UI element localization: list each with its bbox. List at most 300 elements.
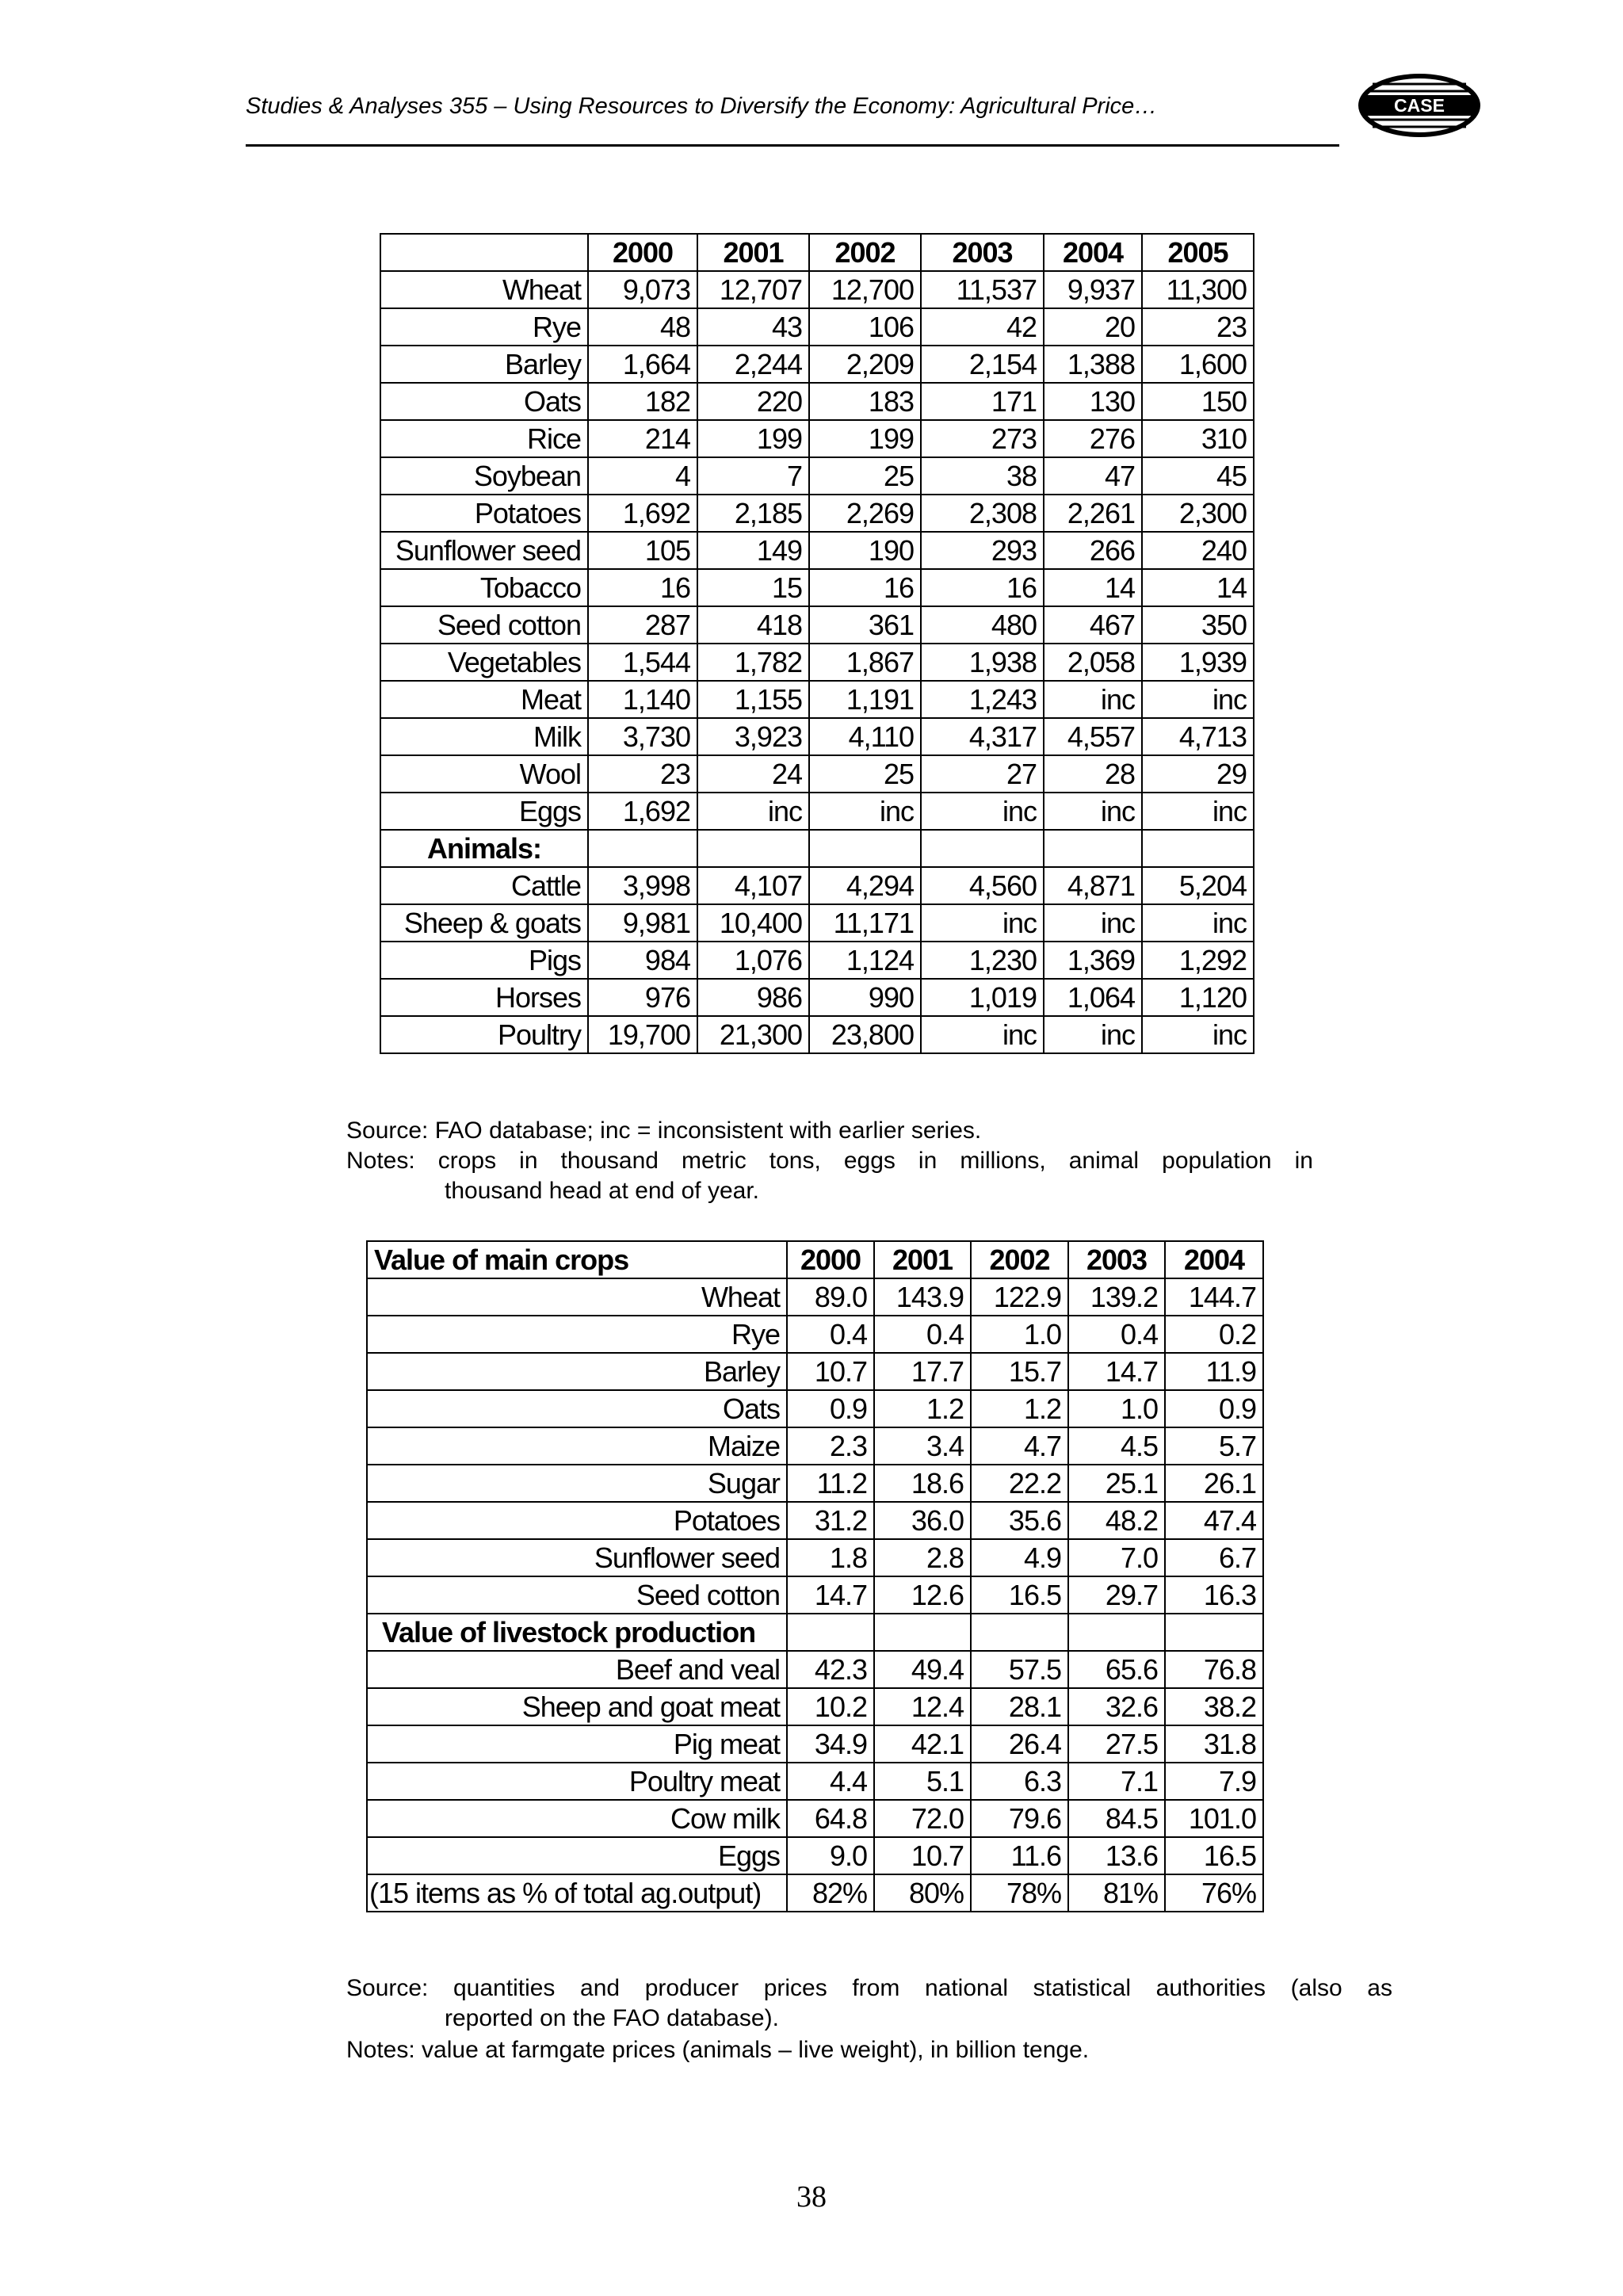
data-cell: 1.0 <box>1068 1390 1165 1427</box>
data-cell: 149 <box>697 532 809 569</box>
data-cell: 0.4 <box>1068 1316 1165 1353</box>
data-cell: 5,204 <box>1142 867 1254 904</box>
table-row <box>380 867 1254 904</box>
data-cell: 10,400 <box>697 904 809 942</box>
table-header-row <box>367 1241 1263 1278</box>
table-row <box>380 755 1254 793</box>
data-cell: 9.0 <box>787 1837 874 1874</box>
data-cell: 25.1 <box>1068 1465 1165 1502</box>
row-label: Sugar <box>367 1465 787 1502</box>
data-cell: 38.2 <box>1165 1688 1263 1725</box>
data-cell: 47.4 <box>1165 1502 1263 1539</box>
data-cell: 4,294 <box>809 867 921 904</box>
data-cell: inc <box>1142 904 1254 942</box>
data-cell: 1,692 <box>588 793 697 830</box>
row-label: Potatoes <box>380 495 588 532</box>
data-cell: 276 <box>1044 420 1142 457</box>
table2-source-cont: reported on the FAO database). <box>445 2005 779 2031</box>
data-cell: 4,317 <box>921 718 1044 755</box>
data-cell: 48.2 <box>1068 1502 1165 1539</box>
data-cell: 57.5 <box>971 1651 1068 1688</box>
table-row <box>367 1800 1263 1837</box>
table-row <box>367 1353 1263 1390</box>
data-cell: 1,664 <box>588 346 697 383</box>
row-label: Rye <box>380 308 588 346</box>
table1-source: Source: FAO database; inc = inconsistent with earlier series. <box>346 1117 982 1144</box>
row-label: Horses <box>380 979 588 1016</box>
data-cell: 11,537 <box>921 271 1044 308</box>
data-cell: 0.4 <box>874 1316 971 1353</box>
data-cell: 2,300 <box>1142 495 1254 532</box>
table2-source: Source: quantities and producer prices from national statistical authorities (also as <box>346 1975 1392 2001</box>
row-label: Seed cotton <box>380 606 588 644</box>
data-cell: 31.8 <box>1165 1725 1263 1763</box>
data-cell: 12,707 <box>697 271 809 308</box>
row-label: Meat <box>380 681 588 718</box>
data-cell: inc <box>1044 1016 1142 1053</box>
data-cell: inc <box>921 904 1044 942</box>
data-cell: 0.2 <box>1165 1316 1263 1353</box>
data-cell: 29 <box>1142 755 1254 793</box>
empty-cell <box>1165 1614 1263 1651</box>
data-cell: 1,939 <box>1142 644 1254 681</box>
data-cell: 1.2 <box>971 1390 1068 1427</box>
value-table <box>366 1240 1264 1912</box>
table-row <box>380 1016 1254 1053</box>
data-cell: 16.5 <box>1165 1837 1263 1874</box>
data-cell: 79.6 <box>971 1800 1068 1837</box>
table-row <box>380 606 1254 644</box>
row-label: Cattle <box>380 867 588 904</box>
data-cell: 4,107 <box>697 867 809 904</box>
data-cell: 22.2 <box>971 1465 1068 1502</box>
data-cell: 1,544 <box>588 644 697 681</box>
logo-text: CASE <box>1394 95 1445 116</box>
data-cell: 27 <box>921 755 1044 793</box>
data-cell: 84.5 <box>1068 1800 1165 1837</box>
data-cell: 81% <box>1068 1874 1165 1912</box>
data-cell: 7 <box>697 457 809 495</box>
data-cell: 29.7 <box>1068 1576 1165 1614</box>
year-header: 2004 <box>1044 234 1142 271</box>
data-cell: 350 <box>1142 606 1254 644</box>
empty-cell <box>809 830 921 867</box>
data-cell: 7.9 <box>1165 1763 1263 1800</box>
data-cell: 7.0 <box>1068 1539 1165 1576</box>
data-cell: 182 <box>588 383 697 420</box>
table-row <box>367 1502 1263 1539</box>
table-row <box>380 644 1254 681</box>
section-row <box>380 830 1254 867</box>
table-row <box>380 383 1254 420</box>
data-cell: 42.3 <box>787 1651 874 1688</box>
data-cell: 80% <box>874 1874 971 1912</box>
row-label: Sunflower seed <box>380 532 588 569</box>
data-cell: 16.3 <box>1165 1576 1263 1614</box>
data-cell: 273 <box>921 420 1044 457</box>
empty-cell <box>874 1614 971 1651</box>
data-cell: 15 <box>697 569 809 606</box>
row-label: Eggs <box>367 1837 787 1874</box>
data-cell: 1,388 <box>1044 346 1142 383</box>
data-cell: 183 <box>809 383 921 420</box>
data-cell: 266 <box>1044 532 1142 569</box>
data-cell: 480 <box>921 606 1044 644</box>
row-label: Rye <box>367 1316 787 1353</box>
data-cell: 12.6 <box>874 1576 971 1614</box>
row-label: Pig meat <box>367 1725 787 1763</box>
data-cell: 240 <box>1142 532 1254 569</box>
data-cell: 10.7 <box>874 1837 971 1874</box>
data-cell: 16 <box>588 569 697 606</box>
data-cell: 986 <box>697 979 809 1016</box>
table-row <box>380 979 1254 1016</box>
table-row <box>380 495 1254 532</box>
empty-cell <box>1044 830 1142 867</box>
data-cell: 5.1 <box>874 1763 971 1800</box>
table-row <box>380 457 1254 495</box>
data-cell: 14 <box>1142 569 1254 606</box>
data-cell: 4.5 <box>1068 1427 1165 1465</box>
data-cell: 2,209 <box>809 346 921 383</box>
year-header: 2004 <box>1165 1241 1263 1278</box>
data-cell: 122.9 <box>971 1278 1068 1316</box>
table2-notes: Notes: value at farmgate prices (animals – live weight), in billion tenge. <box>346 2037 1090 2063</box>
data-cell: 310 <box>1142 420 1254 457</box>
data-cell: inc <box>1044 793 1142 830</box>
data-cell: 16 <box>921 569 1044 606</box>
data-cell: 15.7 <box>971 1353 1068 1390</box>
year-header: 2005 <box>1142 234 1254 271</box>
data-cell: 1,243 <box>921 681 1044 718</box>
data-cell: 199 <box>809 420 921 457</box>
data-cell: 42.1 <box>874 1725 971 1763</box>
row-label: Cow milk <box>367 1800 787 1837</box>
table1-notes-cont: thousand head at end of year. <box>445 1178 759 1204</box>
row-label: Eggs <box>380 793 588 830</box>
data-cell: 11,171 <box>809 904 921 942</box>
data-cell: 34.9 <box>787 1725 874 1763</box>
data-cell: 1,230 <box>921 942 1044 979</box>
table-row <box>367 1316 1263 1353</box>
table-row <box>367 1390 1263 1427</box>
data-cell: 990 <box>809 979 921 1016</box>
data-cell: 214 <box>588 420 697 457</box>
data-cell: 12,700 <box>809 271 921 308</box>
table-row <box>380 793 1254 830</box>
row-label: Pigs <box>380 942 588 979</box>
table-row <box>367 1465 1263 1502</box>
data-cell: 2,244 <box>697 346 809 383</box>
data-cell: 14 <box>1044 569 1142 606</box>
data-cell: 10.7 <box>787 1353 874 1390</box>
data-cell: 7.1 <box>1068 1763 1165 1800</box>
data-cell: 4 <box>588 457 697 495</box>
empty-cell <box>697 830 809 867</box>
year-header: 2002 <box>971 1241 1068 1278</box>
data-cell: 82% <box>787 1874 874 1912</box>
data-cell: 76% <box>1165 1874 1263 1912</box>
data-cell: 27.5 <box>1068 1725 1165 1763</box>
case-logo <box>1357 73 1482 138</box>
data-cell: 293 <box>921 532 1044 569</box>
data-cell: 23,800 <box>809 1016 921 1053</box>
data-cell: 36.0 <box>874 1502 971 1539</box>
row-label: Oats <box>367 1390 787 1427</box>
data-cell: 49.4 <box>874 1651 971 1688</box>
empty-cell <box>971 1614 1068 1651</box>
data-cell: inc <box>1142 681 1254 718</box>
data-cell: 78% <box>971 1874 1068 1912</box>
data-cell: 361 <box>809 606 921 644</box>
data-cell: 2,269 <box>809 495 921 532</box>
data-cell: 171 <box>921 383 1044 420</box>
table-row <box>367 1278 1263 1316</box>
data-cell: 24 <box>697 755 809 793</box>
table-title: Value of main crops <box>367 1241 787 1278</box>
data-cell: 48 <box>588 308 697 346</box>
data-cell: inc <box>1142 1016 1254 1053</box>
year-header: 2000 <box>787 1241 874 1278</box>
row-label: Sunflower seed <box>367 1539 787 1576</box>
table-row <box>367 1427 1263 1465</box>
data-cell: 43 <box>697 308 809 346</box>
data-cell: 984 <box>588 942 697 979</box>
table-row <box>367 1837 1263 1874</box>
data-cell: inc <box>921 1016 1044 1053</box>
table1-notes: Notes: crops in thousand metric tons, eggs in millions, animal population in <box>346 1148 1313 1174</box>
row-label: Wheat <box>380 271 588 308</box>
data-cell: 11.2 <box>787 1465 874 1502</box>
data-cell: 4,713 <box>1142 718 1254 755</box>
data-cell: 4.9 <box>971 1539 1068 1576</box>
table-row <box>367 1763 1263 1800</box>
row-label: Barley <box>367 1353 787 1390</box>
row-label: Sheep and goat meat <box>367 1688 787 1725</box>
table-row <box>367 1688 1263 1725</box>
data-cell: 143.9 <box>874 1278 971 1316</box>
table-row <box>367 1725 1263 1763</box>
data-cell: 72.0 <box>874 1800 971 1837</box>
data-cell: 12.4 <box>874 1688 971 1725</box>
data-cell: 17.7 <box>874 1353 971 1390</box>
table-row <box>380 420 1254 457</box>
row-label: Vegetables <box>380 644 588 681</box>
data-cell: 26.1 <box>1165 1465 1263 1502</box>
data-cell: 4,871 <box>1044 867 1142 904</box>
data-cell: 1.8 <box>787 1539 874 1576</box>
data-cell: 5.7 <box>1165 1427 1263 1465</box>
row-label: Wheat <box>367 1278 787 1316</box>
row-label: Potatoes <box>367 1502 787 1539</box>
row-label: Seed cotton <box>367 1576 787 1614</box>
row-label: Rice <box>380 420 588 457</box>
empty-cell <box>1068 1614 1165 1651</box>
table-row <box>380 308 1254 346</box>
table-row <box>380 942 1254 979</box>
data-cell: 0.9 <box>1165 1390 1263 1427</box>
data-cell: 2,154 <box>921 346 1044 383</box>
section-label: Animals: <box>380 830 588 867</box>
data-cell: 101.0 <box>1165 1800 1263 1837</box>
total-row <box>367 1874 1263 1912</box>
empty-cell <box>588 830 697 867</box>
data-cell: 23 <box>588 755 697 793</box>
total-label: (15 items as % of total ag.output) <box>367 1874 787 1912</box>
table-row <box>367 1651 1263 1688</box>
row-label: Soybean <box>380 457 588 495</box>
empty-cell <box>1142 830 1254 867</box>
empty-cell <box>921 830 1044 867</box>
data-cell: 9,937 <box>1044 271 1142 308</box>
row-label: Poultry <box>380 1016 588 1053</box>
data-cell: 23 <box>1142 308 1254 346</box>
data-cell: 1,076 <box>697 942 809 979</box>
data-cell: 13.6 <box>1068 1837 1165 1874</box>
section-row <box>367 1614 1263 1651</box>
data-cell: 9,073 <box>588 271 697 308</box>
table-row <box>380 569 1254 606</box>
data-cell: 199 <box>697 420 809 457</box>
data-cell: 1,124 <box>809 942 921 979</box>
table-row <box>380 904 1254 942</box>
data-cell: 25 <box>809 755 921 793</box>
table-row <box>367 1576 1263 1614</box>
data-cell: inc <box>697 793 809 830</box>
section-label: Value of livestock production <box>367 1614 787 1651</box>
data-cell: 89.0 <box>787 1278 874 1316</box>
running-header: Studies & Analyses 355 – Using Resources to Diversify the Economy: Agricultural Price… <box>246 94 1158 119</box>
data-cell: 1,600 <box>1142 346 1254 383</box>
row-label: Milk <box>380 718 588 755</box>
data-cell: 3,998 <box>588 867 697 904</box>
table-row <box>380 346 1254 383</box>
data-cell: 220 <box>697 383 809 420</box>
data-cell: 11.9 <box>1165 1353 1263 1390</box>
data-cell: 1,120 <box>1142 979 1254 1016</box>
data-cell: 976 <box>588 979 697 1016</box>
data-cell: 4.4 <box>787 1763 874 1800</box>
data-cell: inc <box>1044 681 1142 718</box>
data-cell: 35.6 <box>971 1502 1068 1539</box>
data-cell: 418 <box>697 606 809 644</box>
table-row <box>380 532 1254 569</box>
data-cell: 0.9 <box>787 1390 874 1427</box>
table-header-row <box>380 234 1254 271</box>
row-label: Maize <box>367 1427 787 1465</box>
year-header: 2001 <box>697 234 809 271</box>
data-cell: 2,261 <box>1044 495 1142 532</box>
row-label: Oats <box>380 383 588 420</box>
data-cell: 14.7 <box>787 1576 874 1614</box>
production-table <box>380 233 1254 1054</box>
data-cell: inc <box>1044 904 1142 942</box>
data-cell: 2.8 <box>874 1539 971 1576</box>
data-cell: 47 <box>1044 457 1142 495</box>
data-cell: 10.2 <box>787 1688 874 1725</box>
data-cell: 4,557 <box>1044 718 1142 755</box>
data-cell: 3,730 <box>588 718 697 755</box>
data-cell: 4.7 <box>971 1427 1068 1465</box>
table-row <box>380 271 1254 308</box>
data-cell: 9,981 <box>588 904 697 942</box>
data-cell: 45 <box>1142 457 1254 495</box>
data-cell: 1,692 <box>588 495 697 532</box>
year-header: 2002 <box>809 234 921 271</box>
data-cell: 1.2 <box>874 1390 971 1427</box>
data-cell: 18.6 <box>874 1465 971 1502</box>
empty-cell <box>787 1614 874 1651</box>
data-cell: 2,308 <box>921 495 1044 532</box>
data-cell: 1,292 <box>1142 942 1254 979</box>
data-cell: 6.7 <box>1165 1539 1263 1576</box>
data-cell: 6.3 <box>971 1763 1068 1800</box>
data-cell: 287 <box>588 606 697 644</box>
data-cell: 1.0 <box>971 1316 1068 1353</box>
data-cell: 1,191 <box>809 681 921 718</box>
data-cell: 26.4 <box>971 1725 1068 1763</box>
data-cell: 105 <box>588 532 697 569</box>
data-cell: 4,560 <box>921 867 1044 904</box>
year-header: 2000 <box>588 234 697 271</box>
corner-cell <box>380 234 588 271</box>
data-cell: 65.6 <box>1068 1651 1165 1688</box>
data-cell: 3.4 <box>874 1427 971 1465</box>
data-cell: inc <box>921 793 1044 830</box>
data-cell: 106 <box>809 308 921 346</box>
data-cell: 11,300 <box>1142 271 1254 308</box>
data-cell: inc <box>1142 793 1254 830</box>
table-row <box>380 681 1254 718</box>
data-cell: 0.4 <box>787 1316 874 1353</box>
data-cell: 42 <box>921 308 1044 346</box>
data-cell: 1,064 <box>1044 979 1142 1016</box>
data-cell: 32.6 <box>1068 1688 1165 1725</box>
data-cell: 467 <box>1044 606 1142 644</box>
data-cell: 31.2 <box>787 1502 874 1539</box>
data-cell: 190 <box>809 532 921 569</box>
data-cell: 3,923 <box>697 718 809 755</box>
data-cell: 139.2 <box>1068 1278 1165 1316</box>
data-cell: 64.8 <box>787 1800 874 1837</box>
row-label: Tobacco <box>380 569 588 606</box>
data-cell: 150 <box>1142 383 1254 420</box>
data-cell: 2,058 <box>1044 644 1142 681</box>
data-cell: 4,110 <box>809 718 921 755</box>
data-cell: 28 <box>1044 755 1142 793</box>
data-cell: 130 <box>1044 383 1142 420</box>
row-label: Wool <box>380 755 588 793</box>
data-cell: 20 <box>1044 308 1142 346</box>
data-cell: 1,938 <box>921 644 1044 681</box>
table-row <box>367 1539 1263 1576</box>
header-rule <box>246 144 1339 147</box>
data-cell: 1,867 <box>809 644 921 681</box>
row-label: Poultry meat <box>367 1763 787 1800</box>
data-cell: 1,782 <box>697 644 809 681</box>
data-cell: 144.7 <box>1165 1278 1263 1316</box>
data-cell: 2,185 <box>697 495 809 532</box>
row-label: Barley <box>380 346 588 383</box>
data-cell: 1,155 <box>697 681 809 718</box>
data-cell: 2.3 <box>787 1427 874 1465</box>
data-cell: 28.1 <box>971 1688 1068 1725</box>
year-header: 2003 <box>921 234 1044 271</box>
page-number: 38 <box>796 2180 827 2214</box>
row-label: Beef and veal <box>367 1651 787 1688</box>
data-cell: 21,300 <box>697 1016 809 1053</box>
data-cell: 16.5 <box>971 1576 1068 1614</box>
